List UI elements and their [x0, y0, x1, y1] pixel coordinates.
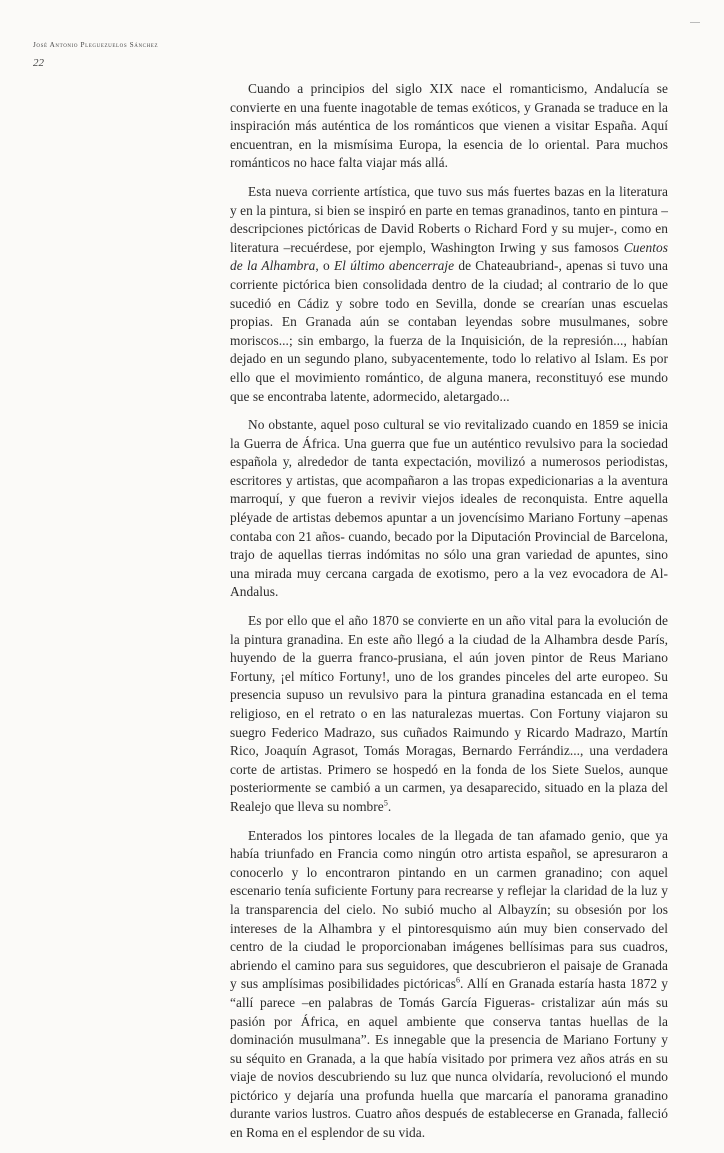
- footnote-ref: 6: [455, 975, 461, 985]
- text-segment: .: [387, 798, 392, 814]
- paragraph: [230, 80, 668, 173]
- italic-title: El último abencerraje: [333, 258, 455, 274]
- paragraph: [230, 183, 668, 406]
- text-segment: No obstante, aquel poso cultural se vio revitalizado cuando en 1859 se inicia la Guerra de África. Una guerra que fue un auténtico revulsivo para la sociedad española y, alrededor de tanta expectación, movilizó a numerosos periodistas, escritores y artistas, que acompañaron a las tropas expedicionarias a la aventura marroquí, y que fueron a revivir viejos ideales de reconquista. Entre aquella pléyade de artistas debemos apuntar a un jovencísimo Mariano Fortuny –apenas contaba con 21 años- cuando, becado por la Diputación Provincial de Barcelona, trajo de aquellas tierras indómitas no sólo una gran variedad de apuntes, sino una mirada muy cercana cargada de exotismo, pero a la vez evocadora de Al-Andalus.: [230, 417, 668, 600]
- text-segment: Esta nueva corriente artística, que tuvo sus más fuertes bazas en la literatura y en la pintura, si bien se inspiró en parte en temas granadinos, tanto en pintura –descripciones pictóricas de David Roberts o Richard Ford y su mujer-, como en literatura –recuérdese, por ejemplo, Washington Irwing y sus famosos: [230, 183, 668, 255]
- body-text: [230, 80, 668, 1153]
- text-segment: Cuando a principios del siglo XIX nace el romanticismo, Andalucía se convierte en una fuente inagotable de temas exóticos, y Granada se traduce en la inspiración más auténtica de los románticos que vienen a visitar España. Aquí encuentran, en la mismísima Europa, la esencia de lo oriental. Para muchos románticos no hace falta viajar más allá.: [230, 81, 668, 171]
- footnote-ref: 5: [383, 798, 388, 808]
- paragraph: [230, 612, 668, 817]
- running-head: José Antonio Pleguezuelos Sánchez: [33, 41, 159, 49]
- text-segment: de Chateaubriand-, apenas si tuvo una corriente pictórica bien consolidada dentro de la ciudad; al contrario de lo que sucedió en Cádiz y sobre todo en Sevilla, donde se crearían unas escuelas propias. En Granada aún se contaban leyendas sobre musulmanes, sobre moriscos...; sin embargo, la fuerza de la Inquisición, de la represión..., habían dejado en un segundo plano, subyacentemente, todo lo relativo al Islam. Es por ello que el movimiento romántico, de alguna manera, reconstituyó ese mundo que se encontraba latente, adormecido, aletargado...: [230, 258, 668, 404]
- text-segment: Es por ello que el año 1870 se convierte en un año vital para la evolución de la pintura granadina. En este año llegó a la ciudad de la Alhambra desde París, huyendo de la guerra franco-prusiana, el aún joven pintor de Reus Mariano Fortuny, ¡el mítico Fortuny!, uno de los grandes pinceles del arte europeo. Su presencia supuso un revulsivo para la pintura granadina estancada en el tema religioso, en el retrato o en las naturalezas muertas. Con Fortuny viajaron su suegro Federico Madrazo, sus cuñados Raimundo y Ricardo Madrazo, Martín Rico, Joaquín Agrasot, Tomás Moragas, Bernardo Ferrándiz..., una verdadera corte de artistas. Primero se hospedó en la fonda de los Siete Suelos, aunque posteriormente se cambió a un carmen, ya desaparecido, situado en la plaza del Realejo que lleva su nombre: [230, 613, 668, 814]
- paragraph: [230, 416, 668, 602]
- paragraph: [230, 827, 668, 1143]
- italic-title: Cuentos de la Alhambra: [230, 239, 668, 274]
- corner-mark: [690, 22, 700, 23]
- text-segment: , o: [315, 258, 334, 274]
- text-segment: Enterados los pintores locales de la llegada de tan afamado genio, que ya había triunfado en Francia como ningún otro artista español, se apresuraron a conocerlo y lo encontraron pintando en un carmen granadino; con aquel escenario tenía suficiente Fortuny para recrearse y reflejar la claridad de la luz y la transparencia del cielo. No subió mucho al Albayzín; su obsesión por los intereses de la Alhambra y el pintoresquismo aún muy bien conservado del centro de la ciudad le proporcionaban imágenes bellísimas para sus cuadros, abriendo el camino para sus seguidores, que descubrieron el paisaje de Granada y sus amplísimas posibilidades pictóricas: [230, 827, 668, 992]
- page-number: 22: [33, 57, 44, 69]
- text-segment: . Allí en Granada estaría hasta 1872 y “allí parece –en palabras de Tomás García Figueras- cristalizar aún más su pasión por África, en aquel ambiente que conserva tantas huellas de la dominación musulmana”. Es innegable que la presencia de Mariano Fortuny y su séquito en Granada, a la que había visitado por primera vez años atrás en su viaje de novios descubriendo su luz que nunca olvidaría, revolucionó el mundo pictórico y dejaría una profunda huella que marcaría el panorama granadino durante varios lustros. Cuatro años después de establecerse en Granada, falleció en Roma en el esplendor de su vida.: [230, 976, 668, 1141]
